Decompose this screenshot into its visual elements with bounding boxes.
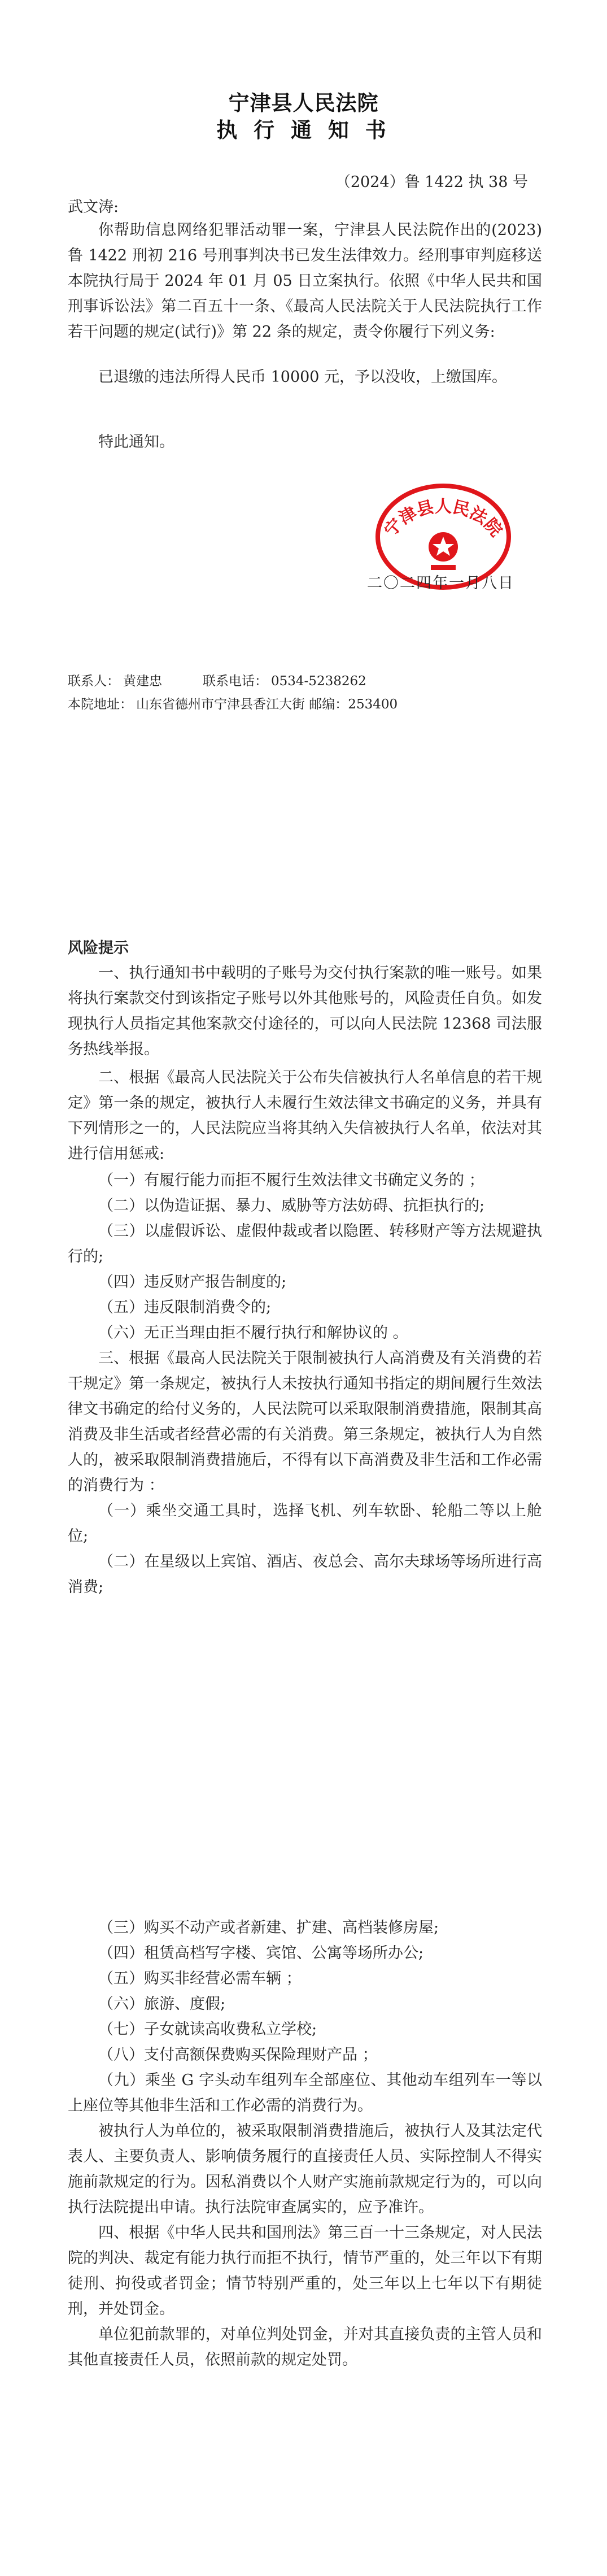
risk-paragraph-1: 一、执行通知书中载明的子账号为交付执行案款的唯一账号。如果将执行案款交付到该指定子账号以外其他账号的，风险责任自负。如发现执行人员指定其他案款交付途径的，可以向人民法院 12368 司法服务热线举报。 (68, 964, 542, 1058)
address-label: 本院地址： (68, 697, 133, 712)
risk-item: （二）在星级以上宾馆、酒店、夜总会、高尔夫球场等场所进行高消费; (68, 1553, 542, 1596)
contact-line (68, 671, 370, 689)
contact-person: 黄建忠 (123, 674, 162, 689)
risk-paragraph-unit: 被执行人为单位的，被采取限制消费措施后，被执行人及其法定代表人、主要负责人、影响债务履行的直接责任人员、实际控制人不得实施前款规定的行为。因私消费以个人财产实施前款规定行为的，可以向执行法院提出申请。执行法院审查属实的，应予准许。 (68, 2122, 542, 2216)
document-title: 执 行 通 知 书 (216, 118, 391, 142)
risk-item: （六）旅游、度假; (98, 1995, 226, 2013)
risk-paragraph-5: 单位犯前款罪的，对单位判处罚金，并对其直接负责的主管人员和其他直接责任人员，依照前款的规定处罚。 (68, 2326, 542, 2369)
risk-item: （一）乘坐交通工具时，选择飞机、列车软卧、轮船二等以上舱位; (68, 1502, 542, 1545)
risk-item: （二）以伪造证据、暴力、威胁等方法妨碍、抗拒执行的; (98, 1197, 485, 1215)
contact-person-label: 联系人： (68, 674, 120, 689)
case-number: （2024）鲁 1422 执 38 号 (335, 173, 528, 191)
risk-paragraph-4: 四、根据《中华人民共和国刑法》第三百一十三条规定，对人民法院的判决、裁定有能力执行而拒不执行，情节严重的，处三年以下有期徒刑、拘役或者罚金；情节特别严重的，处三年以上七年以下有期徒刑，并处罚金。 (68, 2224, 542, 2318)
risk-item: （五）违反限制消费令的; (98, 1299, 272, 1316)
risk-item: （一）有履行能力而拒不履行生效法律文书确定义务的 ； (98, 1172, 484, 1189)
risk-paragraph-2: 二、根据《最高人民法院关于公布失信被执行人名单信息的若干规定》第一条的规定，被执行人未履行生效法律文书确定的义务，并具有下列情形之一的，人民法院应当将其纳入失信被执行人名单，依法对其进行信用惩戒: (68, 1069, 542, 1163)
risk-item: （五）购买非经营必需车辆 ； (98, 1970, 302, 1987)
seal-text: 宁津县人民法院 (381, 497, 506, 541)
risk-item: （四）违反财产报告制度的; (98, 1273, 287, 1291)
notice-body: 你帮助信息网络犯罪活动罪一案，宁津县人民法院作出的(2023)鲁 1422 刑初 216 号刑事判决书已发生法律效力。经刑事审判庭移送本院执行局于 2024 年 01 月 05 日立案执行。依照《中华人民共和国刑事诉讼法》第二百五十一条、《最高人民法院关于人民法院执行工作若干问题的规定(试行)》第 22 条的规定，责令你履行下列义务: (68, 221, 542, 341)
risk-item: （三）购买不动产或者新建、扩建、高档装修房屋; (98, 1919, 439, 1937)
risk-paragraph-3: 三、根据《最高人民法院关于限制被执行人高消费及有关消费的若干规定》第一条规定，被执行人未按执行通知书指定的期间履行生效法律文书确定的给付义务的，人民法院可以采取限制消费措施，限制其高消费及非生活或者经营必需的有关消费。第三条规定，被执行人为自然人的，被采取限制消费措施后，不得有以下高消费及非生活和工作必需的消费行为 ： (68, 1350, 542, 1494)
issue-date: 二〇二四年一月八日 (367, 575, 514, 592)
risk-item: （四）租赁高档写字楼、宾馆、公寓等场所办公; (98, 1944, 424, 1962)
risk-title: 风险提示 (68, 939, 129, 957)
court-name: 宁津县人民法院 (228, 90, 379, 115)
notice-obligation: 已退缴的违法所得人民币 10000 元，予以没收，上缴国库。 (98, 368, 508, 386)
addressee: 武文涛: (68, 198, 119, 216)
contact-phone: 0534-5238262 (271, 674, 366, 689)
risk-item: （六）无正当理由拒不履行执行和解协议的 。 (98, 1324, 408, 1342)
notice-closing: 特此通知。 (98, 433, 174, 451)
risk-item: （七）子女就读高收费私立学校; (98, 2021, 317, 2038)
address-line (68, 694, 401, 712)
risk-item: （八）支付高额保费购买保险理财产品 ； (98, 2046, 378, 2064)
contact-phone-label: 联系电话： (203, 674, 268, 689)
risk-item: （三）以虚假诉讼、虚假仲裁或者以隐匿、转移财产等方法规避执行的; (68, 1222, 542, 1265)
address-value: 山东省德州市宁津县香江大街 邮编：253400 (136, 697, 398, 712)
risk-item: （九）乘坐 G 字头动车组列车全部座位、其他动车组列车一等以上座位等其他非生活和工作必需的消费行为。 (68, 2072, 542, 2114)
